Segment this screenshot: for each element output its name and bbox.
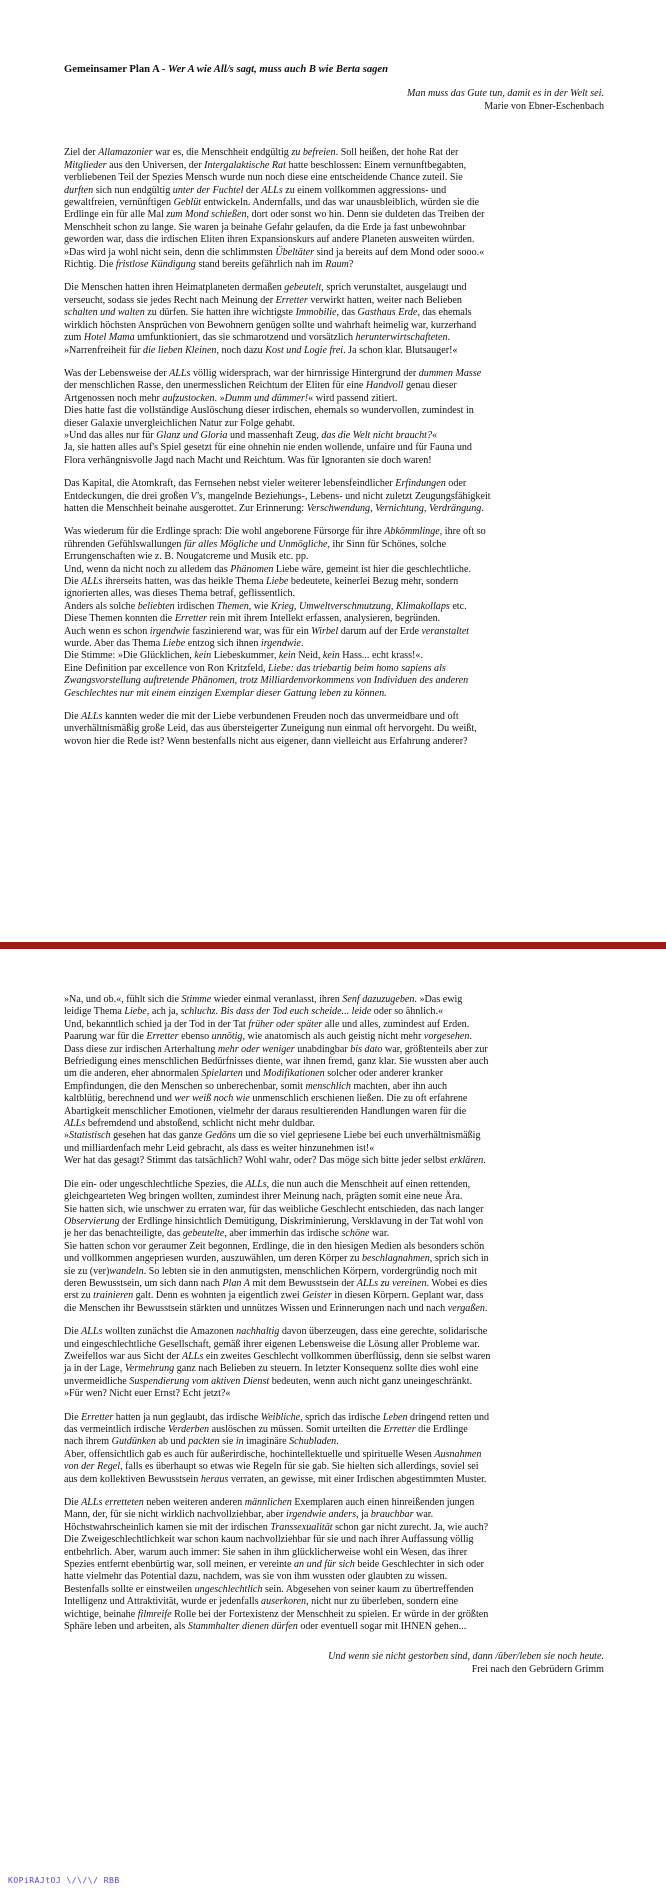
text-line: »Narrenfreiheit für die lieben Kleinen, noch dazu Kost und Logie frei. Ja schon klar. Blutsauger!« — [64, 344, 458, 356]
page-two-body — [64, 994, 604, 1634]
text-line: zum Hotel Mama umfunktioniert, das sie schmarotzend und vorsätzlich herunterwirtschafteten. — [64, 332, 451, 344]
text-line: geworden war, dass die irdischen Eliten ihren Expansionskurs auf andere Planeten ausweiten würden. — [64, 234, 475, 246]
text-line: gleichgearteten Weg bringen wollten, zumindest ihrer Meinung nach, prägten somit eine neue Ära. — [64, 1191, 463, 1203]
text-line: Anders als solche beliebten irdischen Themen, wie Krieg, Umweltverschmutzung, Klimakollaps etc. — [64, 600, 467, 612]
text-line: Wer hat das gesagt? Stimmt das tatsächlich? Wohl wahr, oder? Das möge sich bitte jeder selbst erklären. — [64, 1155, 486, 1167]
text-line: Das Kapital, die Atomkraft, das Fernsehen nebst vieler weiterer lebensfeindlicher Erfindungen oder — [64, 478, 467, 490]
text-line: Empfindungen, die den Menschen so unberechenbar, somit menschlich machten, aber ihn auch — [64, 1080, 448, 1092]
text-line: Was der Lebensweise der ALLs völlig widersprach, war der hirnrissige Hintergrund der dummen Masse — [64, 367, 482, 379]
text-line: deren Bewusstsein, um sich dann nach Plan A mit dem Bewusstsein der ALLs zu vereinen. Wobei es dies — [64, 1277, 488, 1289]
text-line: Die Erretter hatten ja nun geglaubt, das irdische Weibliche, sprich das irdische Leben dringend retten und — [64, 1411, 490, 1423]
text-line: gewaltfreien, vernünftigen Geblüt entwickeln. Andernfalls, und das war unausbleiblich, würden sie die — [64, 197, 480, 209]
page-one — [64, 64, 604, 759]
text-line: erst zu trainieren galt. Denn es wohnten ja eigentlich zwei Geister in diesen Körpern. Geplant war, dass — [64, 1290, 484, 1302]
text-line: Die ein- oder ungeschlechtliche Spezies, die ALLs, die nun auch die Menschheit auf einen rettenden, — [64, 1178, 471, 1190]
text-line: Mann, der, für sie nicht wirklich nachvollziehbar, aber irgendwie anders, ja brauchbar war. — [64, 1509, 434, 1521]
text-line: »Für wen? Nicht euer Ernst? Echt jetzt?« — [64, 1388, 231, 1400]
text-line: Richtig. Die fristlose Kündigung stand bereits gefährlich nah im Raum? — [64, 259, 354, 271]
text-line: hatte vielmehr das Potential dazu, nachdem, was sie von ihm wussten oder glaubten zu wissen. — [64, 1571, 448, 1583]
text-line: Flora verhängnisvolle Jagd nach Macht und Reichtum. Was für Ignoranten sie doch waren! — [64, 454, 432, 466]
paragraph — [64, 711, 604, 748]
text-line: hatten die Menschheit beinahe ausgerottet. Zur Erinnerung: Verschwendung, Vernichtung, Verdrängung. — [64, 502, 484, 514]
text-line: Die ALLs ihrerseits hatten, was das heikle Thema Liebe bedeutete, keinerlei Bezug mehr, sondern — [64, 576, 459, 587]
text-line: Diese Themen konnten die Erretter rein mit ihrem Intellekt erfassen, analysieren, begründen. — [64, 613, 441, 625]
text-line: Observierung der Erdlinge hinsichtlich Demütigung, Diskriminierung, Versklavung in der Tat wohl von — [64, 1215, 484, 1227]
text-line: verbliebenen Teil der Spezies Mensch wurde nun noch diese eine entscheidende Chance zuteil. Sie — [64, 172, 463, 184]
text-line: ignorierten alles, was dieses Thema betraf, geflissentlich. — [64, 588, 296, 600]
text-line: dieser Galaxie unvergleichlichen Natur zur Folge gehabt. — [64, 417, 296, 429]
paragraph — [64, 1497, 604, 1633]
text-line: Artgenossen noch mehr aufzustocken. »Dumm und dümmer!« wird passend zitiert. — [64, 392, 398, 404]
closing-quote: Und wenn sie nicht gestorben sind, dann /über/leben sie noch heute. — [328, 1650, 604, 1662]
paragraph — [64, 282, 604, 356]
epigraph-quote: Man muss das Gute tun, damit es in der Welt sei. — [406, 88, 604, 100]
text-line: Die Zweigeschlechtlichkeit war schon kaum nachvollziehbar für sie und nach ihrer Auffassung völlig — [64, 1534, 474, 1546]
text-line: und vollkommen angepriesen wurden, auszuwählen, um deren Körper zu beschlagnahmen, sprich sich in — [64, 1253, 489, 1265]
text-line: Und, bekanntlich schied ja der Tod in der Tat früher oder später alle und alles, zumindest auf Erden. — [64, 1018, 470, 1030]
text-line: sie zu (ver)wandeln. So lebten sie in den anmutigsten, menschlichen Körpern, vordergründig noch mit — [64, 1265, 478, 1277]
text-line: je her das benachteiligte, das gebeutelte, aber immerhin das irdische schöne war. — [64, 1228, 390, 1240]
text-line: um die anderen, eher abnormalen Spielarten und Modifikationen solcher oder anderer kranker — [64, 1068, 443, 1080]
text-line: Abartigkeit menschlicher Emotionen, vielmehr der daraus resultierenden Handlungen waren für die — [64, 1105, 467, 1117]
text-line: Die Menschen hatten ihren Heimatplaneten dermaßen gebeutelt, sprich verunstaltet, ausgelaugt und — [64, 282, 467, 294]
text-line: der menschlichen Rasse, den unermesslichen Reichtum der Eliten für eine Handvoll genau dieser — [64, 380, 457, 392]
paragraph — [64, 1326, 604, 1400]
text-line: Entdeckungen, die drei großen V's, mangelnde Beziehungs-, Lebens- und nicht zuletzt Zeugungsfähigkeit — [64, 490, 491, 502]
text-line: Paarung war für die Erretter ebenso unnötig, wie anatomisch als auch geistig nicht mehr vorgesehen. — [64, 1031, 472, 1043]
text-line: Dies hatte fast die vollständige Auslöschung dieser irdischen, ehemals so wundervollen, zumindest in — [64, 405, 474, 417]
text-line: wurde. Aber das Thema Liebe entzog sich ihnen irgendwie. — [64, 638, 304, 650]
text-line: Ziel der Allamazonier war es, die Menschheit endgültig zu befreien. Soll heißen, der hohe Rat der — [64, 147, 459, 159]
text-line: verseucht, sodass sie jedes Recht nach Meinung der Erretter verwirkt hatten, weiter nach Belieben — [64, 294, 462, 306]
text-line: »Na, und ob.«, fühlt sich die Stimme wieder einmal veranlasst, ihren Senf dazuzugeben. »Das ewig — [64, 994, 463, 1005]
text-line: »Statistisch gesehen hat das ganze Gedöns um die so viel gepriesene Liebe bei euch unverhältnismäßig — [64, 1130, 481, 1142]
paragraph — [64, 1179, 604, 1315]
text-line: durften sich nun endgültig unter der Fuchtel der ALLs zu einem vollkommen aggressions- und — [64, 184, 447, 196]
text-line: »Das wird ja wohl nicht sein, denn die schlimmsten Übeltäter sind ja bereits auf dem Mond oder sooo.« — [64, 246, 485, 258]
text-line: Erdlinge ein für alle Mal zum Mond schießen, dort oder sonst wo hin. Denn sie duldeten das Treiben der — [64, 209, 485, 221]
text-line: Die ALLs erretteten neben weiteren anderen männlichen Exemplaren auch einen hinreißenden jungen — [64, 1497, 475, 1509]
text-line: unverhältnismäßig große Leid, das aus übersteigerter Zuneigung nun einmal oft hervorgeht. Du weißt, — [64, 723, 477, 735]
text-line: Mitglieder aus den Universen, der Intergalaktische Rat hatte beschlossen: Einem vernunftbegabten, — [64, 159, 467, 171]
text-line: Menschheit schon zu lange. Sie waren ja beinahe Gefahr gelaufen, da die Erde ja fast unbewohnbar — [64, 221, 466, 233]
text-line: Dass diese zur irdischen Arterhaltung mehr oder weniger unabdingbar bis dato war, größtenteils aber zur — [64, 1043, 488, 1055]
text-line: Geschlechtes nur mit einem einzigen Exemplar dieser Gattung leben zu können. — [64, 687, 387, 699]
text-line: und eingeschlechtliche Gesellschaft, gemäß ihrer eigenen Lebensweise die Lösung aller Probleme war. — [64, 1338, 480, 1350]
text-line: leidige Thema Liebe, ach ja, schluchz. Bis dass der Tod euch scheide... leide oder so ähnlich.« — [64, 1006, 444, 1018]
heading-title: Wer A wie All/s sagt, muss auch B wie Berta sagen — [167, 64, 389, 75]
closing-author: Frei nach den Gebrüdern Grimm — [471, 1663, 604, 1675]
text-line: nach ihrem Gutdünken ab und packten sie in imaginäre Schubladen. — [64, 1436, 339, 1448]
paragraph — [64, 368, 604, 467]
text-line: Spezies entfernt ebenbürtig war, soll meinen, er vereinte an und für sich beide Geschlechter in sich oder — [64, 1559, 485, 1571]
document-heading — [64, 64, 604, 76]
heading-plain: Gemeinsamer Plan A - — [64, 64, 168, 75]
text-line: schalten und walten zu dürfen. Sie hatten ihre wichtigste Immobilie, das Gasthaus Erde, das ehemals — [64, 307, 472, 319]
text-line: Eine Definition par excellence von Ron Kritzfeld, Liebe: das triebartig beim homo sapiens als — [64, 662, 446, 674]
text-line: Befriedigung eines menschlichen Bedürfnisses diente, war ihnen fremd, ganz klar. Sie wussten aber auch — [64, 1056, 489, 1068]
text-line: kaltblütig, berechnend und wer weiß noch wie unmenschlich erschienen ließen. Die zu oft erfahrene — [64, 1093, 468, 1105]
text-line: Sie hatten schon vor geraumer Zeit begonnen, Erdlinge, die in den hiesigen Medien als besonders schön — [64, 1240, 485, 1252]
text-line: entbehrlich. Aber, warum auch immer: Sie sahen in ihm glücklicherweise wohl ein Wesen, das ihrer — [64, 1546, 468, 1558]
text-line: unvermeidliche Suspendierung vom aktiven Dienst bedeuten, wenn auch nicht ganz uneingeschränkt. — [64, 1375, 473, 1387]
text-line: aus dem kollektiven Bewusstsein heraus verraten, an gewisse, mit einer Irdischen abgestimmten Muster. — [64, 1473, 487, 1485]
paragraph — [64, 994, 604, 1168]
text-line: Was wiederum für die Erdlinge sprach: Die wohl angeborene Fürsorge für ihre Abkömmlinge, ihre oft so — [64, 526, 486, 538]
paragraph — [64, 1412, 604, 1486]
text-line: Errungenschaften wie z. B. Nougatcreme und Musik etc. pp. — [64, 551, 309, 563]
page-divider — [0, 942, 666, 949]
page-one-body — [64, 147, 604, 748]
text-line: das vermeintlich irdische Verderben auslöschen zu müssen. Somit urteilten die Erretter die Erdlinge — [64, 1424, 468, 1435]
text-line: Aber, offensichtlich gab es auch für außerirdische, hochintellektuelle und spirituelle Wesen Ausnahmen — [64, 1448, 482, 1460]
paragraph — [64, 147, 604, 271]
page-two — [64, 994, 604, 1676]
text-line: wovon hier die Rede ist? Wenn bestenfalls nicht aus eigener, dann vielleicht aus Erfahrung anderer? — [64, 735, 468, 747]
epigraph-author: Marie von Ebner-Eschenbach — [484, 101, 604, 113]
text-line: Zweifellos war aus Sicht der ALLs ein zweites Geschlecht vollkommen überflüssig, denn sie selbst waren — [64, 1350, 491, 1362]
text-line: Die ALLs kannten weder die mit der Liebe verbundenen Freuden noch das unvermeidbare und oft — [64, 711, 459, 723]
text-line: von der Regel, falls es überhaupt so etwas wie Regeln für sie gab. Sie hielten sich allerdings, soviel sei — [64, 1461, 479, 1473]
text-line: Die ALLs wollten zunächst die Amazonen nachhaltig davon überzeugen, dass eine gerechte, solidarische — [64, 1326, 488, 1338]
text-line: Sie hatten sich, wie unschwer zu erraten war, für das weibliche Geschlecht entschieden, das nach langer — [64, 1203, 484, 1215]
text-line: »Und das alles nur für Glanz und Gloria und massenhaft Zeug, das die Welt nicht braucht?« — [64, 429, 438, 441]
text-line: ALLs befremdend und abstoßend, schlicht nicht mehr duldbar. — [64, 1118, 315, 1130]
epigraph — [64, 87, 604, 113]
text-line: Zwangsvorstellung auftretende Phänomen, trotz Milliardenvorkommens von Individuen des anderen — [64, 675, 469, 687]
text-line: Bestenfalls sollte er einstweilen ungeschlechtlich sein. Abgesehen von seiner kaum zu übertreffenden — [64, 1583, 474, 1595]
text-line: Höchstwahrscheinlich kamen sie mit der irdischen Transsexualität schon gar nicht zurecht. Ja, wie auch? — [64, 1521, 489, 1533]
paragraph — [64, 526, 604, 700]
text-line: wirklich höchsten Ansprüchen von Bewohnern genügen sollte und wahrhaft heimelig war, kurzerhand — [64, 319, 477, 331]
text-line: ja in der Lage, Vermehrung ganz nach Belieben zu steuern. In letzter Konsequenz sollte dies wohl eine — [64, 1363, 479, 1375]
text-line: und milliardenfach mehr Leid gebracht, als dass es weiter hinzunehmen ist!« — [64, 1142, 375, 1154]
text-line: rührenden Gefühlswallungen für alles Mögliche und Unmögliche, ihr Sinn für Schönes, solche — [64, 538, 447, 550]
text-line: Ja, sie hatten alles auf's Spiel gesetzt für eine ohnehin nie enden wollende, unfaire und für Fauna und — [64, 442, 472, 454]
text-line: Auch wenn es schon irgendwie faszinierend war, was für ein Wirbel darum auf der Erde veranstaltet — [64, 625, 470, 637]
text-line: Die Stimme: »Die Glücklichen, kein Liebeskummer, kein Neid, kein Hass... echt krass!«. — [64, 650, 423, 662]
copyright-stamp: KOPiRAJtOJ \/\/\/ RBB — [8, 1876, 120, 1885]
text-line: wichtige, beinahe filmreife Rolle bei der Fortexistenz der Menschheit zu spielen. Er würde in der größten — [64, 1608, 489, 1620]
closing-quote-block — [64, 1650, 604, 1676]
text-line: Sphäre leben und arbeiten, als Stammhalter dienen dürfen oder eventuell sogar mit IHNEN gehen... — [64, 1621, 467, 1633]
text-line: Und, wenn da nicht noch zu alledem das Phänomen Liebe wäre, gemeint ist hier die geschlechtliche. — [64, 563, 471, 575]
paragraph — [64, 478, 604, 515]
text-line: die Menschen ihr Bewusstsein stärkten und unnützes Wissen und Erinnerungen nach und nach vergaßen. — [64, 1302, 488, 1314]
text-line: Intelligenz und Attraktivität, wurde er jedenfalls auserkoren, nicht nur zu überleben, sondern eine — [64, 1596, 459, 1608]
